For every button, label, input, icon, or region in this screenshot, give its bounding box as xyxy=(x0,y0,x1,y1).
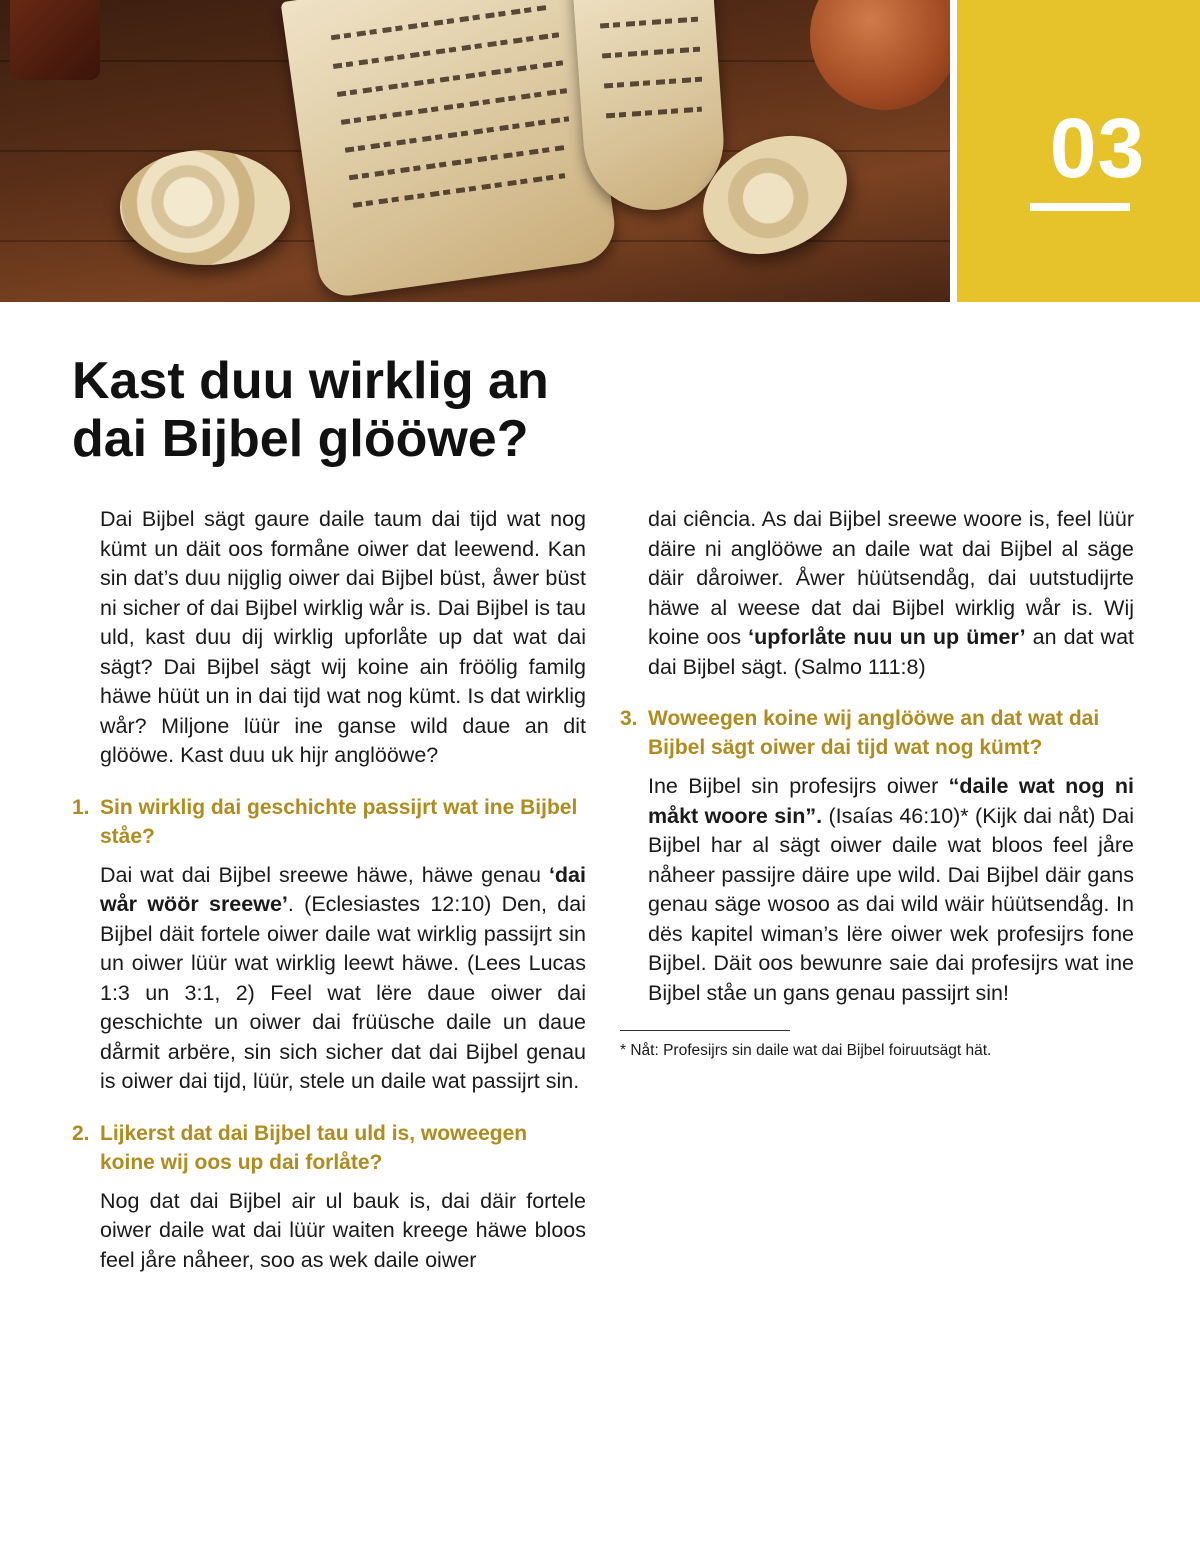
body-text: (Isaías 46:10)* (Kijk dai nåt) Dai Bijbel har al sägt oiwer daile wat bloos feel jåre nåheer passijre däire upe wild. Dai Bijbel däir gans genau säge wosoo as dai wild wäir hüütsendåg. In dës kapitel wiman’s lëre oiwer wek profesijrs fone Bijbel. Däit oos bewunre saie dai profesijrs wat ine Bijbel ståe un gans genau passijrt sin! xyxy=(648,803,1134,1005)
chapter-underline xyxy=(1030,203,1130,211)
section-1-body xyxy=(100,861,586,1097)
body-text: an dat wat dai Bijbel sägt. (Salmo 111:8) xyxy=(648,625,1134,679)
left-column xyxy=(72,505,586,1275)
chapter-number: 03 xyxy=(1049,101,1146,195)
body-text: Dai wat dai Bijbel sreewe häwe, häwe genau xyxy=(100,862,549,887)
body-emphasis: ‘dai wår wöör sreewe’ xyxy=(100,862,586,916)
body-text: . (Eclesiastes 12:10) Den, dai Bijbel däit fortele oiwer daile wat wirklig passijrt sin un oiwer lüür wat wirklig leewt häwe. (Lees Lucas 1:3 un 3:1, 2) Feel wat lëre daue oiwer dai geschichte un oiwer dai früüsche daile un daue dårmit arbëre, sin sich sicher dat dai Bijbel genau is oiwer dai tijd, lüür, stele un daile wat passijrt sin. xyxy=(100,892,586,1093)
question-text: Lijkerst dat dai Bijbel tau uld is, woweegen koine wij oos up dai forlåte? xyxy=(100,1121,528,1174)
footnote-divider xyxy=(620,1030,790,1031)
scroll-roll-left xyxy=(120,150,290,265)
section-number: 1. xyxy=(72,795,90,819)
section-number: 2. xyxy=(72,1121,90,1145)
section-1-question xyxy=(72,793,586,851)
intro-paragraph: Dai Bijbel sägt gaure daile taum dai tijd wat nog kümt un däit oos formåne oiwer dat leewend. Kan sin dat’s duu nijglig oiwer dai Bijbel büst, åwer büst ni sicher of dai Bijbel wirklig wår is. Dai Bijbel is tau uld, kast duu dij wirklig upforlåte up dat wat dai sägt? Dai Bijbel sägt wij koine ain fröölig familg häwe hüüt un in dai tijd wat nog kümt. Is dat wirklig wår? Miljone lüür ine ganse wild daue an dit glööwe. Kast duu uk hijr anglööwe? xyxy=(100,507,586,767)
section-2-body-start: Nog dat dai Bijbel air ul bauk is, dai däir fortele oiwer daile wat dai lüür waiten kreege häwe bloos feel jåre nåheer, soo as wek daile oiwer xyxy=(100,1188,586,1272)
right-column xyxy=(620,505,1134,1061)
footnote: * Nåt: Profesijrs sin daile wat dai Bijbel foiruutsägt hät. xyxy=(620,1042,992,1059)
question-text: Sin wirklig dai geschichte passijrt wat ine Bijbel ståe? xyxy=(100,795,578,848)
header-photo-scrolls xyxy=(0,0,950,302)
page-title: Kast duu wirklig an dai Bijbel glööwe? xyxy=(72,352,549,468)
body-emphasis: ‘upforlåte nuu un up ümer’ xyxy=(748,625,1026,649)
section-2-body-continued xyxy=(648,505,1134,682)
parchment-center xyxy=(281,0,620,299)
wooden-handle xyxy=(10,0,100,80)
question-text: Woweegen koine wij anglööwe an dat wat dai Bijbel sägt oiwer dai tijd wat nog kümt? xyxy=(648,707,1100,759)
body-emphasis: “daile wat nog ni måkt woore sin”. xyxy=(648,774,1135,828)
section-2-question xyxy=(72,1119,586,1177)
chapter-badge xyxy=(957,0,1200,302)
body-text: Ine Bijbel sin profesijrs oiwer xyxy=(648,774,949,798)
section-3-question xyxy=(620,704,1134,762)
section-number: 3. xyxy=(620,707,638,730)
clay-jar xyxy=(810,0,950,110)
body-text: dai ciência. As dai Bijbel sreewe woore is, feel lüür däire ni anglööwe an daile wat dai Bijbel al säge däir dåroiwer. Åwer hüütsendåg, dai uutstudijrte häwe al weese dat dai Bijbel wirklig wår is. Wij koine oos xyxy=(648,507,1134,649)
section-3-body xyxy=(648,772,1134,1008)
